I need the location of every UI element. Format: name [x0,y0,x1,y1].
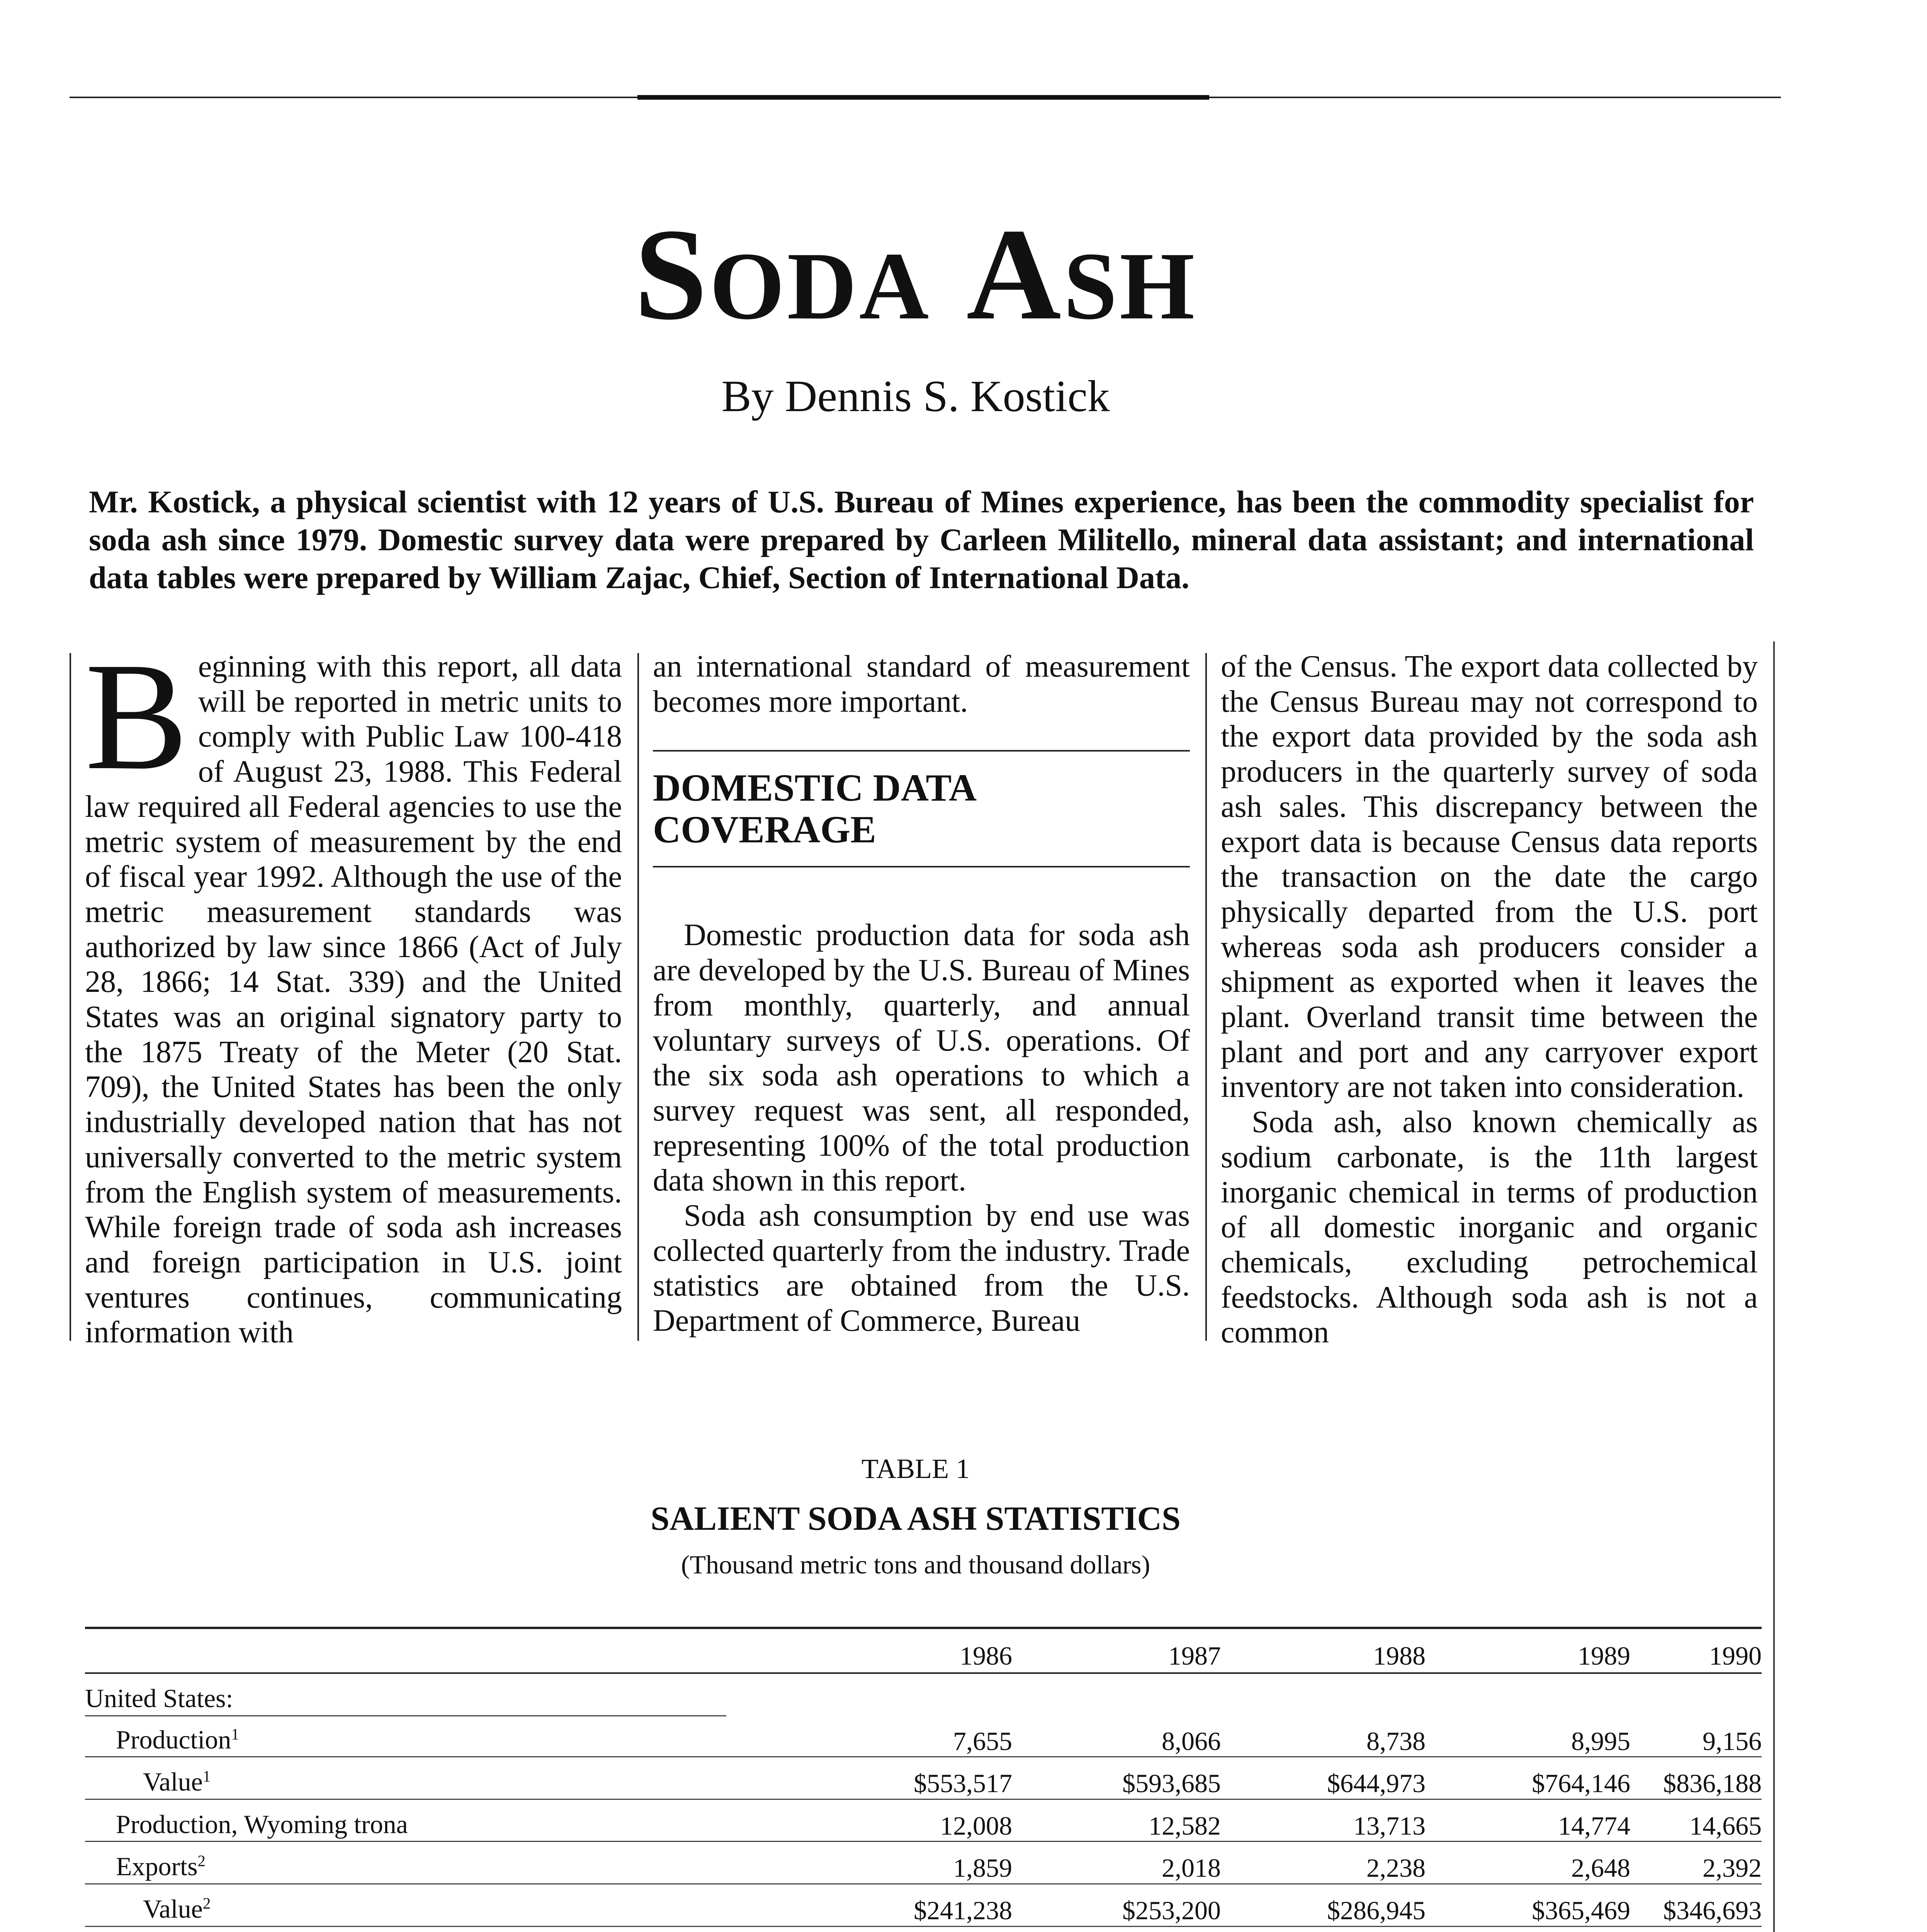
table-cell: 2,018 [1162,1853,1221,1883]
table-cell: 2,392 [1703,1853,1762,1883]
row-label: Value$^1$ [143,1767,211,1797]
author-intro: Mr. Kostick, a physical scientist with 12 years of U.S. Bureau of Mines experience, has been the commodity specialist for soda ash since 1979. Domestic survey data were prepared by Carleen Militello, mineral data assistant; and international data tables were prepared by William Zajac, Chief, Section of International Data. [89,484,1754,595]
table-number: TABLE 1 [861,1453,970,1484]
table-cell: 8,995 [1571,1726,1630,1756]
table-cell: 14,774 [1558,1811,1630,1840]
table-row [85,1715,1762,1758]
row-label: Production, Wyoming trona [116,1809,408,1839]
column-rule-left [70,653,71,1341]
year-header: 1990 [1709,1641,1762,1670]
year-header: 1989 [1578,1641,1630,1670]
right-margin-rule [1773,641,1775,1932]
table-cell: $644,973 [1327,1769,1426,1798]
year-header: 1987 [1168,1641,1221,1670]
page-title: SODA ASH [634,201,1197,347]
heading-rule-top [653,750,1190,752]
table-cell: 2,648 [1571,1853,1630,1883]
section-heading-domestic-data-coverage: DOMESTIC DATA COVERAGE [653,766,975,851]
table-cell: 2,238 [1366,1853,1426,1883]
column-2-text-3: Soda ash consumption by end use was collected quarterly from the industry. Trade statistics are obtained from the U.S. Department of Commerce, Bureau [653,1199,1190,1338]
table-cell: $346,693 [1663,1895,1762,1925]
table-cell: $286,945 [1327,1895,1426,1925]
table-cell: 12,582 [1149,1811,1221,1840]
row-label: Value$^2$ [143,1894,211,1923]
salient-statistics-table [85,1627,1762,1932]
column-1-text: eginning with this report, all data will be reported in metric units to comply with Public Law 100-418 of August 23, 1988. This Federal law required all Federal agencies to use the metric system of measurement by the end of fiscal year 1992. Although the use of the metric measurement standards was authorized by law since 1866 (Act of July 28, 1866; 14 Stat. 339) and the United States was an original signatory party to the 1875 Treaty of the Meter (20 Stat. 709), the United States has been the only industrially developed nation that has not universally converted to the metric system from the English system of measurements. While foreign trade of soda ash increases and foreign participation in U.S. joint ventures continues, communicating information with [85,650,622,1350]
table-cell: $764,146 [1532,1769,1630,1798]
table-cell: $365,469 [1532,1895,1630,1925]
table-row [85,1884,1762,1927]
table-row [85,1927,1762,1932]
table-body [85,1674,1762,1932]
column-2-text-1: an international standard of measurement becomes more important. [653,650,1190,719]
table-cell: 8,738 [1366,1726,1426,1756]
column-3-text-1: of the Census. The export data collected by the Census Bureau may not correspond to the export data provided by the soda ash producers in the quarterly survey of soda ash sales. This discrepancy between the export data is because Census data reports the transaction on the date the cargo physically departed from the U.S. port whereas soda ash producers consider a shipment as exported when it leaves the plant. Overland transit time between the plant and port and any carryover export inventory are not taken into consideration. [1221,650,1758,1104]
table-cell: $253,200 [1122,1895,1221,1925]
table-cell: 13,713 [1353,1811,1426,1840]
table-row [85,1842,1762,1884]
row-label: Production$^1$ [116,1725,239,1754]
table-row [85,1800,1762,1842]
top-rule-accent [637,95,1209,100]
column-rule-2 [1205,653,1207,1341]
table-cell: $593,685 [1122,1769,1221,1798]
table-cell: $241,238 [914,1895,1012,1925]
table-subtitle: (Thousand metric tons and thousand dollars) [681,1550,1150,1579]
row-label: United States: [85,1684,233,1713]
table-cell: 7,655 [953,1726,1012,1756]
year-header: 1988 [1373,1641,1426,1670]
drop-cap: B [85,631,188,802]
table-title: SALIENT SODA ASH STATISTICS [651,1500,1181,1537]
table-cell: 1,859 [953,1853,1012,1883]
table-cell: 14,665 [1689,1811,1762,1840]
table-cell: $553,517 [914,1769,1012,1798]
table-header-row [85,1629,1762,1674]
table-row [85,1674,1762,1715]
column-1 [85,631,622,1350]
row-label: Exports$^2$ [116,1852,206,1881]
table-cell: 9,156 [1703,1726,1762,1756]
table-cell: 12,008 [940,1811,1012,1840]
column-3 [1221,649,1758,1350]
column-2 [653,649,1190,1338]
byline: By Dennis S. Kostick [721,372,1110,421]
column-rule-1 [637,653,639,1341]
table-cell: 8,066 [1162,1726,1221,1756]
year-header: 1986 [960,1641,1012,1670]
column-3-text-2: Soda ash, also known chemically as sodium carbonate, is the 11th largest inorganic chemical in terms of production of all domestic inorganic and organic chemicals, excluding petrochemical feedstocks. Although soda ash is not a common [1221,1105,1758,1350]
table-row [85,1757,1762,1800]
table-cell: $836,188 [1663,1769,1762,1798]
column-2-text-2: Domestic production data for soda ash are developed by the U.S. Bureau of Mines from monthly, quarterly, and annual voluntary surveys of U.S. operations. Of the six soda ash operations to which a survey request was sent, all responded, representing 100% of the total production data shown in this report. [653,918,1190,1198]
